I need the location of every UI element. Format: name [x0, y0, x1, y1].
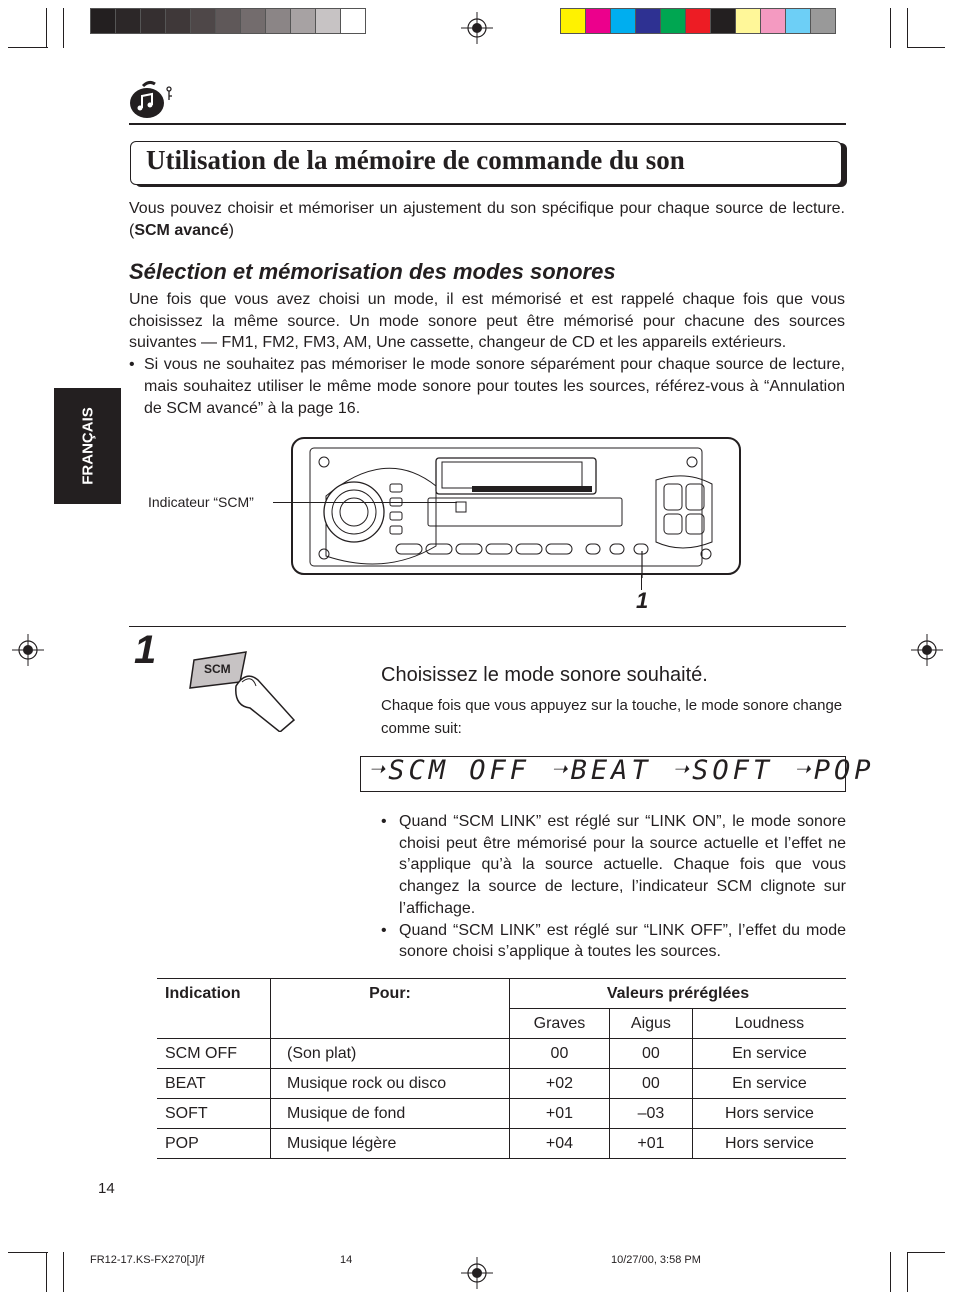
intro-bold: SCM avancé	[134, 221, 229, 239]
sequence-item-beat: BEAT	[570, 755, 652, 786]
header-rule	[129, 123, 846, 125]
table-row	[157, 1099, 846, 1129]
footer-file: FR12-17.KS-FX270[J]/f	[90, 1254, 205, 1266]
step-number: 1	[134, 628, 157, 672]
sound-mode-table	[157, 978, 846, 1159]
registration-mark-top	[461, 12, 493, 44]
music-note-icon	[128, 80, 176, 120]
cell-graves: +04	[510, 1129, 610, 1159]
cell-indication: SCM OFF	[157, 1039, 271, 1069]
language-tab-label: FRANÇAIS	[79, 407, 96, 485]
color-swatch	[810, 8, 836, 34]
registration-mark-right	[911, 634, 943, 666]
section-body	[129, 289, 845, 419]
language-tab	[54, 388, 121, 504]
color-swatch	[315, 8, 341, 34]
cell-aigus: –03	[609, 1099, 692, 1129]
section-bullet: • Si vous ne souhaitez pas mémoriser le mode sonore séparément pour chaque source de lecture, mais souhaitez utiliser le même mode sonore pour toutes les sources, référez-vous à “Annulation de SCM avancé” à la page 16.	[129, 354, 845, 419]
sequence-item-soft: SOFT	[692, 755, 774, 786]
cell-loudness: Hors service	[692, 1099, 846, 1129]
cell-indication: POP	[157, 1129, 271, 1159]
cell-graves: +02	[510, 1069, 610, 1099]
cell-indication: SOFT	[157, 1099, 271, 1129]
cell-aigus: +01	[609, 1129, 692, 1159]
sequence-arrow-icon: ➝	[671, 755, 693, 786]
cell-pour: Musique de fond	[271, 1099, 510, 1129]
cell-aigus: 00	[609, 1039, 692, 1069]
cell-pour: (Son plat)	[271, 1039, 510, 1069]
color-swatch	[710, 8, 736, 34]
color-swatch	[735, 8, 761, 34]
table-header-row	[157, 979, 846, 1009]
color-swatch	[140, 8, 166, 34]
intro-paragraph	[129, 198, 845, 241]
step-description: Chaque fois que vous appuyez sur la touche, le mode sonore change comme suit:	[381, 697, 843, 737]
color-swatch	[610, 8, 636, 34]
cell-loudness: En service	[692, 1039, 846, 1069]
color-swatch	[115, 8, 141, 34]
intro-end: )	[228, 221, 234, 239]
page-title: Utilisation de la mémoire de commande du son	[146, 145, 685, 175]
indicator-leader-line	[273, 502, 457, 503]
sequence-arrow-icon: ➝	[368, 755, 389, 786]
color-swatch	[340, 8, 366, 34]
footer-date: 10/27/00, 3:58 PM	[611, 1254, 701, 1266]
table-row	[157, 1039, 846, 1069]
sequence-item-pop: POP	[813, 755, 875, 786]
step-note-1: • Quand “SCM LINK” est réglé sur “LINK ON”, le mode sonore choisi peut être mémorisé pour la source actuelle et l’effet ne s’applique qu’à la source actuelle. Chaque fois que vous changez la source de lecture, l’indicateur SCM clignote sur l’affichage.	[381, 811, 846, 920]
table-row	[157, 1129, 846, 1159]
cell-indication: BEAT	[157, 1069, 271, 1099]
press-button-icon	[186, 648, 298, 732]
sequence-arrow-icon: ➝	[793, 755, 814, 786]
color-swatch	[190, 8, 216, 34]
registration-mark-bottom	[461, 1257, 493, 1289]
mode-sequence	[368, 755, 875, 786]
sequence-arrow-icon: ➝	[550, 755, 571, 786]
header-valeurs: Valeurs préréglées	[510, 979, 847, 1009]
step-notes	[381, 811, 846, 963]
header-pour: Pour:	[271, 979, 510, 1039]
registration-mark-left	[12, 634, 44, 666]
cell-aigus: 00	[609, 1069, 692, 1099]
color-swatch	[290, 8, 316, 34]
intro-text: Vous pouvez choisir et mémoriser un ajustement du son spécifique pour chaque source de lecture. (	[129, 200, 845, 239]
color-swatch	[265, 8, 291, 34]
scm-button-label: SCM	[204, 662, 231, 676]
color-swatch	[635, 8, 661, 34]
color-swatch	[560, 8, 586, 34]
color-swatch	[660, 8, 686, 34]
color-swatch	[585, 8, 611, 34]
cell-pour: Musique légère	[271, 1129, 510, 1159]
callout-number: 1	[636, 588, 649, 613]
cell-pour: Musique rock ou disco	[271, 1069, 510, 1099]
section-heading: Sélection et mémorisation des modes sonores	[129, 259, 616, 284]
table-row	[157, 1069, 846, 1099]
cell-graves: 00	[510, 1039, 610, 1069]
car-stereo-diagram	[290, 436, 742, 578]
step-heading: Choisissez le mode sonore souhaité.	[381, 664, 708, 686]
step-divider	[129, 626, 846, 627]
color-swatch	[215, 8, 241, 34]
color-swatch	[90, 8, 116, 34]
step-note-2: • Quand “SCM LINK” est réglé sur “LINK OFF”, l’effet du mode sonore choisi s’applique à toutes les sources.	[381, 920, 846, 963]
cell-loudness: En service	[692, 1069, 846, 1099]
cell-loudness: Hors service	[692, 1129, 846, 1159]
footer-page: 14	[340, 1254, 353, 1266]
page-number: 14	[98, 1180, 115, 1197]
color-swatch	[785, 8, 811, 34]
header-loudness: Loudness	[692, 1009, 846, 1039]
header-aigus: Aigus	[609, 1009, 692, 1039]
header-graves: Graves	[510, 1009, 610, 1039]
section-text: Une fois que vous avez choisi un mode, il est mémorisé et est rappelé chaque fois que vous choisissez la même source. Un mode sonore peut être mémorisé pour chacune des sources suivantes — FM1, FM2, FM3, AM, Une cassette, changeur de CD et les appareils extérieurs.	[129, 291, 845, 352]
header-indication: Indication	[157, 979, 271, 1039]
indicator-label: Indicateur “SCM”	[148, 494, 254, 510]
sequence-item-scm-off: SCM OFF	[388, 755, 531, 786]
color-swatch	[240, 8, 266, 34]
color-swatch	[760, 8, 786, 34]
color-swatch	[685, 8, 711, 34]
color-swatch	[165, 8, 191, 34]
cell-graves: +01	[510, 1099, 610, 1129]
